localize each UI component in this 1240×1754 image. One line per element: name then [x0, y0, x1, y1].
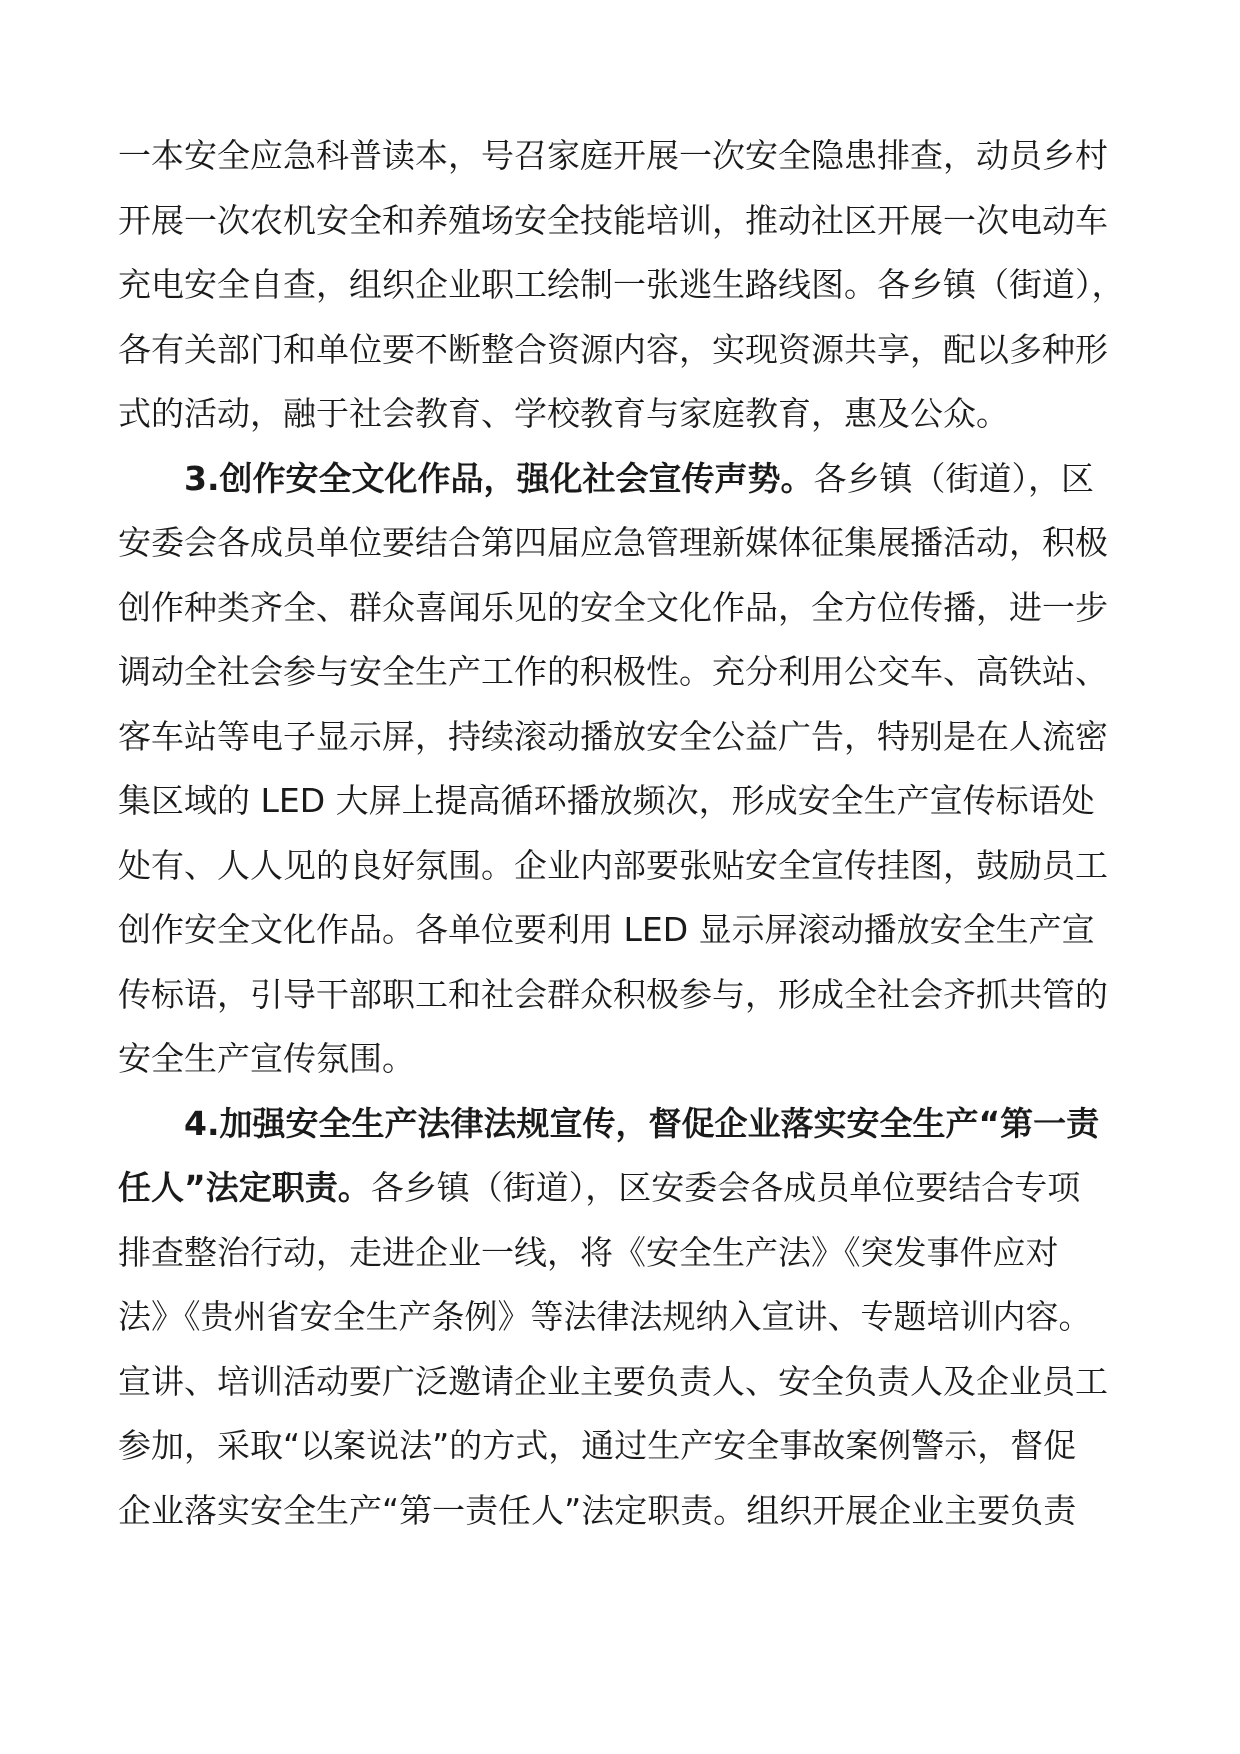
text-line [118, 1092, 1128, 1157]
text-line [118, 705, 1128, 770]
text-run: 客车站等电子显示屏，持续滚动播放安全公益广告，特别是在人流密 [118, 716, 1108, 756]
text-line [118, 1156, 1128, 1221]
document-body [118, 124, 1128, 1543]
paragraph-item-3 [118, 447, 1128, 1092]
paragraph-continuation [118, 124, 1128, 447]
text-line [118, 898, 1128, 963]
text-run: 传标语，引导干部职工和社会群众积极参与，形成全社会齐抓共管的 [118, 974, 1108, 1014]
text-run: 企业落实安全生产“第一责任人”法定职责。组织开展企业主要负责 [118, 1490, 1077, 1530]
text-run: 开展一次农机安全和养殖场安全技能培训，推动社区开展一次电动车 [118, 200, 1108, 240]
text-run: 参加，采取“以案说法”的方式，通过生产安全事故案例警示，督促 [118, 1426, 1077, 1465]
text-line [118, 1479, 1128, 1544]
text-line [118, 963, 1128, 1028]
text-line [118, 1285, 1128, 1350]
text-run: 安委会各成员单位要结合第四届应急管理新媒体征集展播活动，积极 [118, 523, 1108, 562]
text-run: 排查整治行动，走进企业一线，将《安全生产法》《突发事件应对 [118, 1232, 1059, 1272]
text-line [118, 834, 1128, 899]
text-line [118, 1350, 1128, 1415]
text-run: 创作安全文化作品。各单位要利用 LED 显示屏滚动播放安全生产宣 [118, 910, 1095, 949]
text-line [118, 1414, 1128, 1479]
text-run: 安全生产宣传氛围。 [118, 1039, 415, 1078]
text-line [118, 640, 1128, 705]
text-line [118, 189, 1128, 254]
item-heading: 任人”法定职责。 [118, 1168, 371, 1207]
text-run: 充电安全自查，组织企业职工绘制一张逃生路线图。各乡镇（街道）， [118, 265, 1125, 304]
text-run: 处有、人人见的良好氛围。企业内部要张贴安全宣传挂图，鼓励员工 [118, 845, 1108, 885]
text-line [118, 511, 1128, 576]
text-line [118, 769, 1128, 834]
text-line [118, 253, 1128, 318]
text-line [118, 1027, 1128, 1092]
text-run: 各乡镇（街道），区安委会各成员单位要结合专项 [370, 1168, 1081, 1207]
text-run: 调动全社会参与安全生产工作的积极性。充分利用公交车、高铁站、 [118, 652, 1108, 691]
text-run: 法》《贵州省安全生产条例》等法律法规纳入宣讲、专题培训内容。 [118, 1297, 1092, 1336]
item-heading: 4.加强安全生产法律法规宣传，督促企业落实安全生产“第一责 [184, 1103, 1100, 1143]
text-line [118, 124, 1128, 189]
text-line [118, 1221, 1128, 1286]
text-line [118, 318, 1128, 383]
text-run: 式的活动，融于社会教育、学校教育与家庭教育，惠及公众。 [118, 394, 1009, 433]
text-run: 各有关部门和单位要不断整合资源内容，实现资源共享，配以多种形 [118, 329, 1108, 369]
paragraph-item-4 [118, 1092, 1128, 1544]
text-line [118, 576, 1128, 641]
text-run: 创作种类齐全、群众喜闻乐见的安全文化作品，全方位传播，进一步 [118, 587, 1108, 627]
item-heading: 3.创作安全文化作品，强化社会宣传声势。 [184, 458, 814, 498]
text-line [118, 382, 1128, 447]
text-run: 宣讲、培训活动要广泛邀请企业主要负责人、安全负责人及企业员工 [118, 1361, 1108, 1401]
text-run: 一本安全应急科普读本，号召家庭开展一次安全隐患排查，动员乡村 [118, 136, 1108, 175]
text-run: 集区域的 LED 大屏上提高循环播放频次，形成安全生产宣传标语处 [118, 781, 1095, 820]
text-line [118, 447, 1128, 512]
text-run: 各乡镇（街道），区 [813, 458, 1094, 498]
